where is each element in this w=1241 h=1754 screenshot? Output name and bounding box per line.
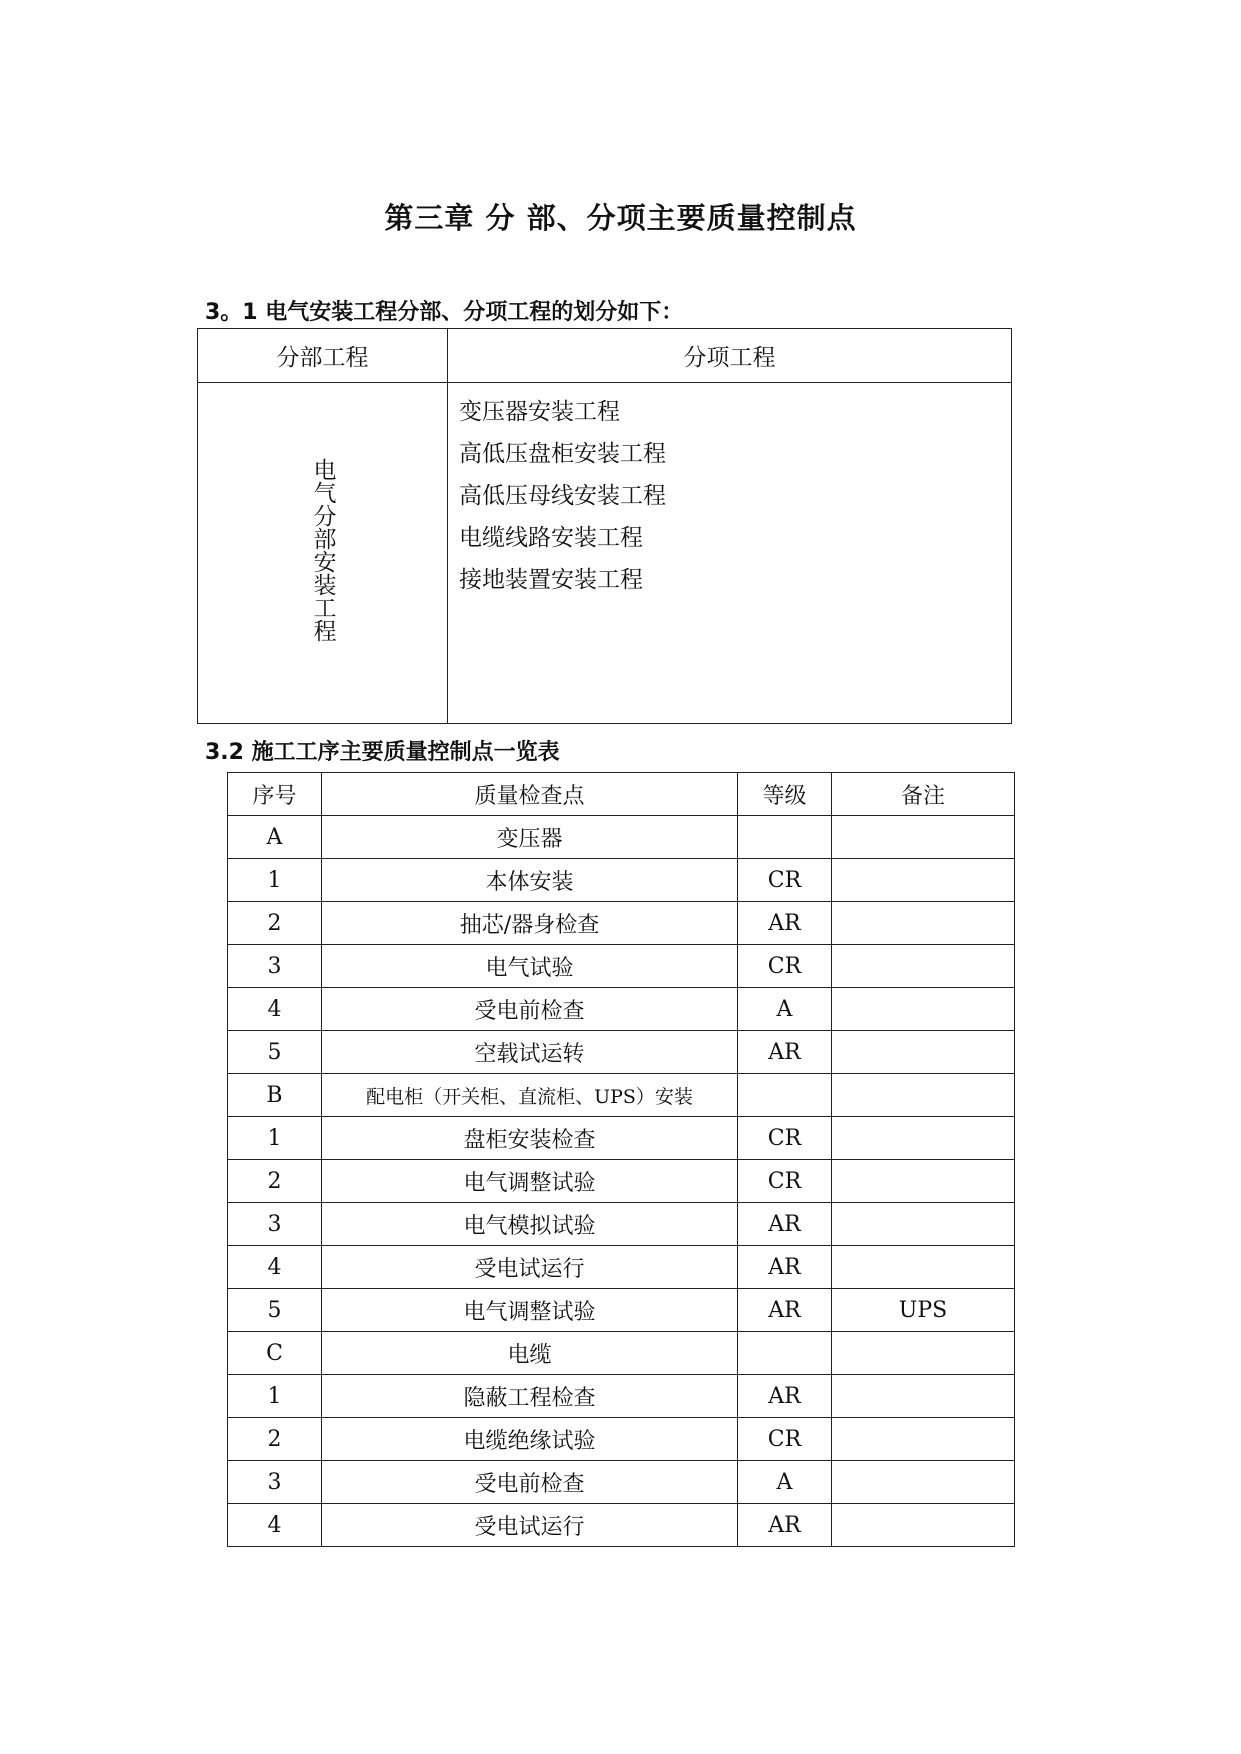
cell-no: 2 bbox=[228, 902, 322, 945]
table-row bbox=[228, 1031, 1015, 1074]
cell-grade: CR bbox=[738, 859, 832, 902]
cell-no: 4 bbox=[228, 988, 322, 1031]
cell-item: 变压器 bbox=[322, 816, 738, 859]
cell-item: 盘柜安装检查 bbox=[322, 1117, 738, 1160]
header-note: 备注 bbox=[832, 773, 1015, 816]
list-item: 变压器安装工程 bbox=[459, 399, 620, 425]
division-label: 电气分部安装工程 bbox=[309, 458, 336, 642]
table-row bbox=[228, 1289, 1015, 1332]
table-row bbox=[228, 1461, 1015, 1504]
cell-grade: CR bbox=[738, 1160, 832, 1203]
list-item: 高低压母线安装工程 bbox=[459, 483, 666, 509]
control-points-table bbox=[227, 772, 1015, 1547]
cell-no: 3 bbox=[228, 1203, 322, 1246]
table-row bbox=[228, 816, 1015, 859]
cell-item: 受电试运行 bbox=[322, 1504, 738, 1547]
cell-item: 电气调整试验 bbox=[322, 1160, 738, 1203]
cell-note bbox=[832, 945, 1015, 988]
cell-no: 5 bbox=[228, 1031, 322, 1074]
cell-note bbox=[832, 1332, 1015, 1375]
cell-item: 受电前检查 bbox=[322, 1461, 738, 1504]
cell-no: 1 bbox=[228, 859, 322, 902]
cell-grade: CR bbox=[738, 1418, 832, 1461]
table-row bbox=[228, 945, 1015, 988]
cell-item: 电气试验 bbox=[322, 945, 738, 988]
cell-note bbox=[832, 1160, 1015, 1203]
table-row bbox=[228, 1418, 1015, 1461]
header-item: 质量检查点 bbox=[322, 773, 738, 816]
header-no: 序号 bbox=[228, 773, 322, 816]
section-heading-control-points: 3.2 施工工序主要质量控制点一览表 bbox=[205, 740, 560, 765]
cell-note bbox=[832, 1375, 1015, 1418]
cell-item: 电缆 bbox=[322, 1332, 738, 1375]
subitem-cell bbox=[448, 383, 1012, 724]
cell-item: 本体安装 bbox=[322, 859, 738, 902]
cell-item: 抽芯/器身检查 bbox=[322, 902, 738, 945]
cell-no: 4 bbox=[228, 1246, 322, 1289]
division-cell bbox=[198, 383, 448, 724]
table-row bbox=[228, 1504, 1015, 1547]
cell-note: UPS bbox=[832, 1289, 1015, 1332]
cell-no: 1 bbox=[228, 1117, 322, 1160]
cell-item: 受电试运行 bbox=[322, 1246, 738, 1289]
table-row bbox=[228, 1246, 1015, 1289]
division-table bbox=[197, 328, 1012, 724]
list-item: 接地装置安装工程 bbox=[459, 567, 643, 593]
cell-note bbox=[832, 1418, 1015, 1461]
cell-no: 4 bbox=[228, 1504, 322, 1547]
table-row bbox=[228, 1375, 1015, 1418]
cell-note bbox=[832, 1246, 1015, 1289]
cell-grade: AR bbox=[738, 1504, 832, 1547]
cell-note bbox=[832, 1117, 1015, 1160]
table-row bbox=[228, 1074, 1015, 1117]
cell-note bbox=[832, 1504, 1015, 1547]
cell-note bbox=[832, 1031, 1015, 1074]
cell-no: 3 bbox=[228, 1461, 322, 1504]
table-row bbox=[198, 383, 1012, 724]
table-row bbox=[228, 1203, 1015, 1246]
cell-note bbox=[832, 1461, 1015, 1504]
cell-no: B bbox=[228, 1074, 322, 1117]
cell-note bbox=[832, 816, 1015, 859]
page-title: 第三章 分 部、分项主要质量控制点 bbox=[384, 201, 857, 235]
cell-note bbox=[832, 1074, 1015, 1117]
cell-no: 5 bbox=[228, 1289, 322, 1332]
cell-no: 3 bbox=[228, 945, 322, 988]
cell-no: A bbox=[228, 816, 322, 859]
cell-note bbox=[832, 988, 1015, 1031]
section-heading-division: 3。1 电气安装工程分部、分项工程的划分如下： bbox=[205, 300, 684, 325]
cell-grade bbox=[738, 816, 832, 859]
cell-no: 2 bbox=[228, 1160, 322, 1203]
cell-no: 1 bbox=[228, 1375, 322, 1418]
table-row bbox=[228, 1160, 1015, 1203]
table-row bbox=[228, 1332, 1015, 1375]
cell-grade: AR bbox=[738, 902, 832, 945]
cell-grade: AR bbox=[738, 1375, 832, 1418]
table-header-row bbox=[228, 773, 1015, 816]
header-subitem: 分项工程 bbox=[448, 329, 1012, 383]
cell-grade bbox=[738, 1074, 832, 1117]
header-division: 分部工程 bbox=[198, 329, 448, 383]
cell-grade bbox=[738, 1332, 832, 1375]
cell-no: 2 bbox=[228, 1418, 322, 1461]
cell-note bbox=[832, 902, 1015, 945]
cell-grade: CR bbox=[738, 1117, 832, 1160]
cell-grade: AR bbox=[738, 1246, 832, 1289]
cell-no: C bbox=[228, 1332, 322, 1375]
cell-item: 电缆绝缘试验 bbox=[322, 1418, 738, 1461]
cell-item: 隐蔽工程检查 bbox=[322, 1375, 738, 1418]
table-row bbox=[228, 902, 1015, 945]
cell-grade: AR bbox=[738, 1031, 832, 1074]
header-grade: 等级 bbox=[738, 773, 832, 816]
cell-grade: AR bbox=[738, 1203, 832, 1246]
cell-item: 电气调整试验 bbox=[322, 1289, 738, 1332]
cell-grade: A bbox=[738, 1461, 832, 1504]
cell-item: 空载试运转 bbox=[322, 1031, 738, 1074]
table-row bbox=[228, 859, 1015, 902]
list-item: 电缆线路安装工程 bbox=[459, 525, 643, 551]
cell-grade: AR bbox=[738, 1289, 832, 1332]
list-item: 高低压盘柜安装工程 bbox=[459, 441, 666, 467]
cell-grade: CR bbox=[738, 945, 832, 988]
cell-note bbox=[832, 859, 1015, 902]
cell-item: 电气模拟试验 bbox=[322, 1203, 738, 1246]
cell-note bbox=[832, 1203, 1015, 1246]
table-row bbox=[228, 988, 1015, 1031]
cell-grade: A bbox=[738, 988, 832, 1031]
cell-item: 配电柜（开关柜、直流柜、UPS）安装 bbox=[322, 1074, 738, 1117]
cell-item: 受电前检查 bbox=[322, 988, 738, 1031]
table-row bbox=[228, 1117, 1015, 1160]
table-header-row bbox=[198, 329, 1012, 383]
